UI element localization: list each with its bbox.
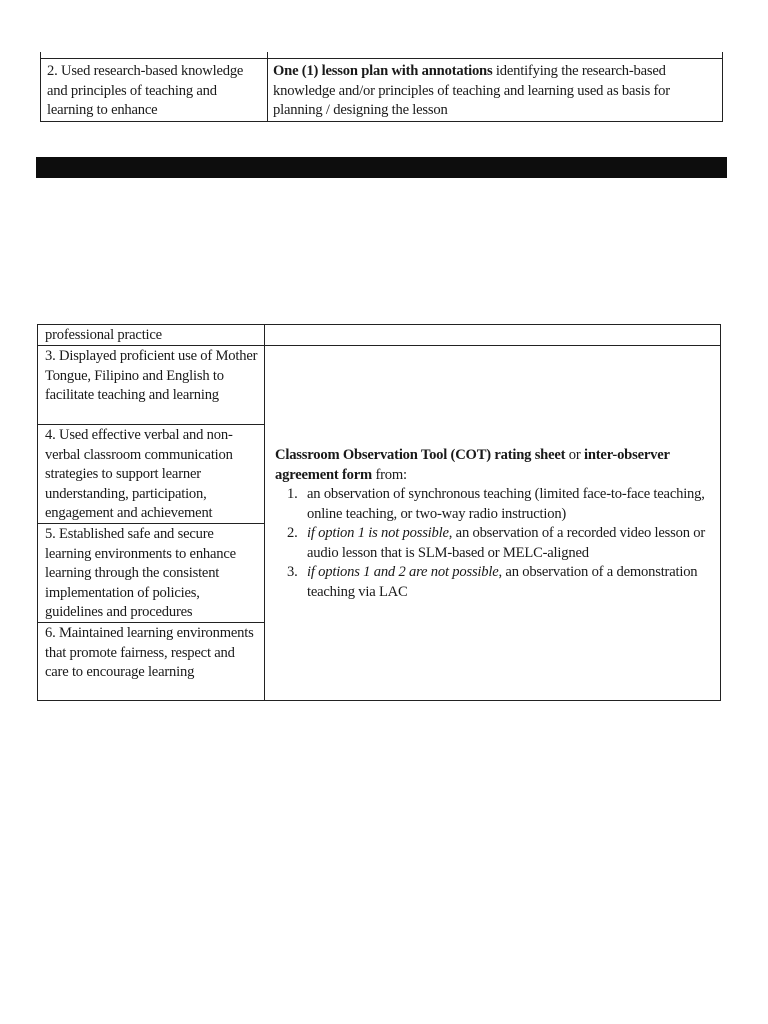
- indicator-3: 3. Displayed proficient use of Mother Tongue, Filipino and English to facilitate teaching and learning: [45, 348, 258, 403]
- mov-item-text: , an observation of a demonstration teaching via LAC: [307, 564, 698, 600]
- indicator-4: 4. Used effective verbal and non-verbal classroom communication strategies to support learner understanding, participation, engagement and achievement: [45, 427, 233, 521]
- page-divider-bar: [36, 157, 727, 178]
- mov-tail: from:: [372, 466, 407, 483]
- top-mov-bold: One (1) lesson plan with annotations: [273, 63, 493, 79]
- top-mov-text: [273, 62, 718, 121]
- mov-item-text: , an observation of a recorded video lesson or audio lesson that is SLM-based or MELC-aligned: [307, 525, 706, 561]
- mov-bold-1: Classroom Observation Tool (COT) rating sheet: [275, 447, 566, 463]
- mov-item-italic: if options 1 and 2 are not possible: [307, 564, 499, 580]
- row-line-2: [37, 424, 265, 425]
- mov-item-number: 3.: [287, 564, 298, 580]
- mov-item-italic: if option 1 is not possible: [307, 525, 449, 541]
- mov-description: [275, 446, 715, 602]
- top-indicator-text: 2. Used research-based knowledge and principles of teaching and learning to enhance: [47, 63, 244, 118]
- indicator-5: 5. Established safe and secure learning environments to enhance learning through the consistent implementation of policies, guidelines and procedures: [45, 526, 236, 620]
- mov-heading: [275, 446, 715, 485]
- mov-item-text: an observation of synchronous teaching (limited face-to-face teaching, online teaching, or two-way radio instruction): [307, 486, 705, 522]
- mov-item-number: 1.: [287, 486, 298, 502]
- indicator-6: 6. Maintained learning environments that promote fairness, respect and care to encourage learning: [45, 625, 254, 680]
- mov-bold-2: inter-observer agreement form: [275, 447, 670, 483]
- mov-list: [275, 485, 715, 602]
- mov-item-number: 2.: [287, 525, 298, 541]
- column-divider: [264, 324, 265, 701]
- top-row-line: [40, 58, 723, 59]
- professional-practice-text: professional practice: [45, 327, 162, 343]
- mov-list-item: [275, 524, 715, 563]
- mov-mid: or: [565, 447, 584, 463]
- mov-list-item: [275, 563, 715, 602]
- top-mov-rest: identifying the research-based knowledge and/or principles of teaching and learning used as basis for planning / designing the lesson: [273, 63, 670, 118]
- mov-list-item: [275, 485, 715, 524]
